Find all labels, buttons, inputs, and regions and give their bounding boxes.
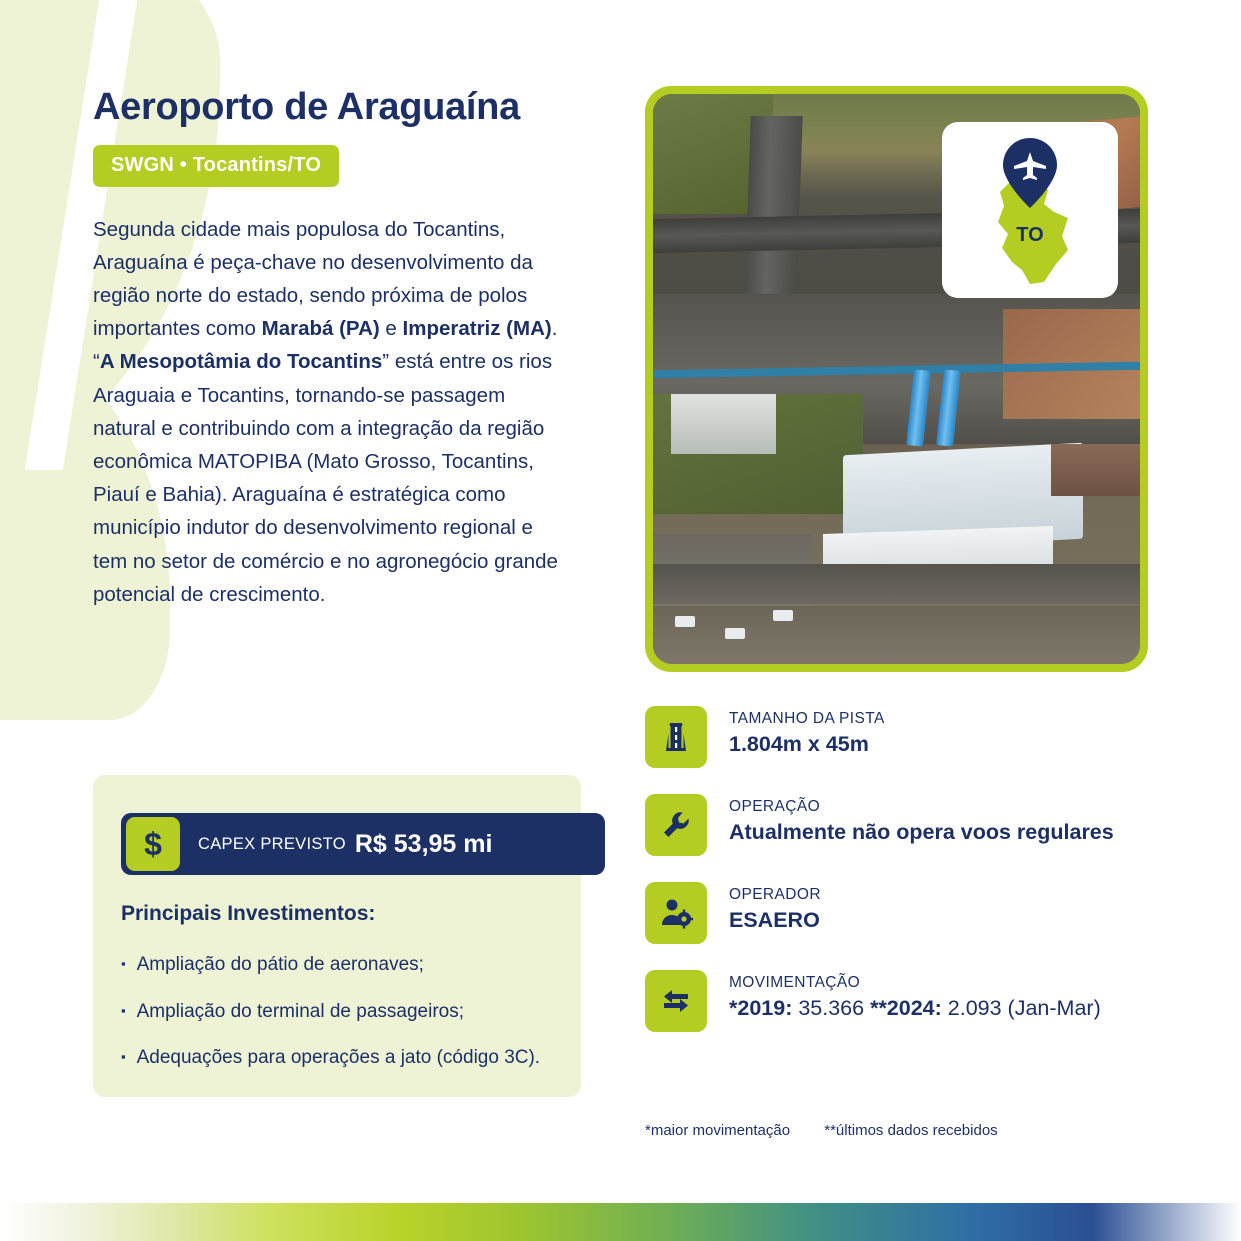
info-row-operator — [645, 882, 1165, 944]
footnote-2: **últimos dados recebidos — [824, 1122, 998, 1139]
bottom-gradient-bar — [0, 1203, 1241, 1241]
investments-title: Principais Investimentos: — [121, 902, 376, 925]
info-list — [645, 706, 1165, 1058]
info-value — [729, 995, 1101, 1022]
movement-year-2024: **2024: — [870, 996, 942, 1020]
info-label: TAMANHO DA PISTA — [729, 710, 885, 727]
bullet-icon: ▪ — [121, 1002, 126, 1018]
info-text-operator — [729, 882, 821, 934]
info-label: OPERADOR — [729, 886, 821, 903]
list-item — [121, 1000, 551, 1025]
list-item — [121, 1046, 551, 1071]
info-value: ESAERO — [729, 908, 820, 932]
footnote-1: *maior movimentação — [645, 1122, 791, 1139]
info-text-movement — [729, 970, 1101, 1022]
list-item-label: Ampliação do terminal de passageiros; — [136, 1000, 465, 1022]
info-value: 1.804m x 45m — [729, 732, 869, 756]
photo-car — [773, 610, 793, 621]
airport-code-badge: SWGN • Tocantins/TO — [93, 145, 339, 187]
info-label: OPERAÇÃO — [729, 798, 821, 815]
capex-label: CAPEX PREVISTO — [198, 834, 346, 853]
description-bold-maraba: Marabá (PA) — [261, 317, 380, 341]
description-part-2: e — [379, 317, 403, 341]
capex-card — [93, 775, 581, 1097]
info-row-operation — [645, 794, 1165, 856]
movement-year-2019: *2019: — [729, 996, 793, 1020]
photo-car — [725, 628, 745, 639]
movement-count-2019: 35.366 — [792, 996, 871, 1020]
info-row-movement — [645, 970, 1165, 1032]
info-value: Atualmente não opera voos regulares — [729, 820, 1114, 844]
capex-value: R$ 53,95 mi — [354, 829, 493, 858]
list-item — [121, 953, 551, 978]
movement-count-2024: 2.093 (Jan-Mar) — [941, 996, 1101, 1020]
description-part-4: ” está entre os rios Araguaia e Tocantins, tornando-se passagem natural e contribuindo com a integração da região econômica MATOPIBA (Mato Grosso, Tocantins, Piauí e Bahia). Araguaína é estratégica como município indutor do desenvolvimento regional e tem no setor de comércio e no agronegócio grande potencial de crescimento. — [93, 350, 558, 606]
photo-building-brown — [1051, 444, 1140, 496]
description-bold-imperatriz: Imperatriz (MA) — [402, 317, 552, 341]
investments-list — [121, 953, 551, 1093]
description-part-1: Segunda cidade mais populosa do Tocantins, Araguaína é peça-chave no desenvolvimento da região norte do estado, sendo próxima de polos importantes como — [93, 217, 533, 341]
runway-icon — [645, 706, 707, 768]
airport-photo-frame — [645, 86, 1148, 672]
photo-access-road — [653, 564, 1140, 604]
state-locator-card — [942, 122, 1118, 298]
info-text-operation — [729, 794, 1114, 846]
description-part-3: . “ — [93, 317, 558, 374]
operator-icon — [645, 882, 707, 944]
page-title: Aeroporto de Araguaína — [93, 86, 520, 128]
photo-building-small — [671, 394, 776, 454]
info-label: MOVIMENTAÇÃO — [729, 974, 861, 991]
description-bold-mesopotamia: A Mesopotâmia do Tocantins — [99, 350, 383, 374]
airplane-pin-icon — [1000, 136, 1060, 210]
wrench-icon — [645, 794, 707, 856]
bullet-icon: ▪ — [121, 1049, 126, 1065]
dollar-icon: $ — [126, 817, 180, 871]
left-column — [93, 86, 579, 611]
capex-bar — [121, 813, 605, 875]
info-text-runway — [729, 706, 885, 758]
photo-car — [675, 616, 695, 627]
aerial-airport-photo — [653, 94, 1140, 664]
description-paragraph — [93, 213, 571, 611]
list-item-label: Adequações para operações a jato (código 3C). — [136, 1047, 541, 1069]
footnotes — [645, 1122, 1028, 1139]
state-abbreviation: TO — [1016, 224, 1044, 246]
list-item-label: Ampliação do pátio de aeronaves; — [136, 954, 424, 975]
info-row-runway — [645, 706, 1165, 768]
arrows-icon — [645, 970, 707, 1032]
bullet-icon: ▪ — [121, 956, 126, 971]
